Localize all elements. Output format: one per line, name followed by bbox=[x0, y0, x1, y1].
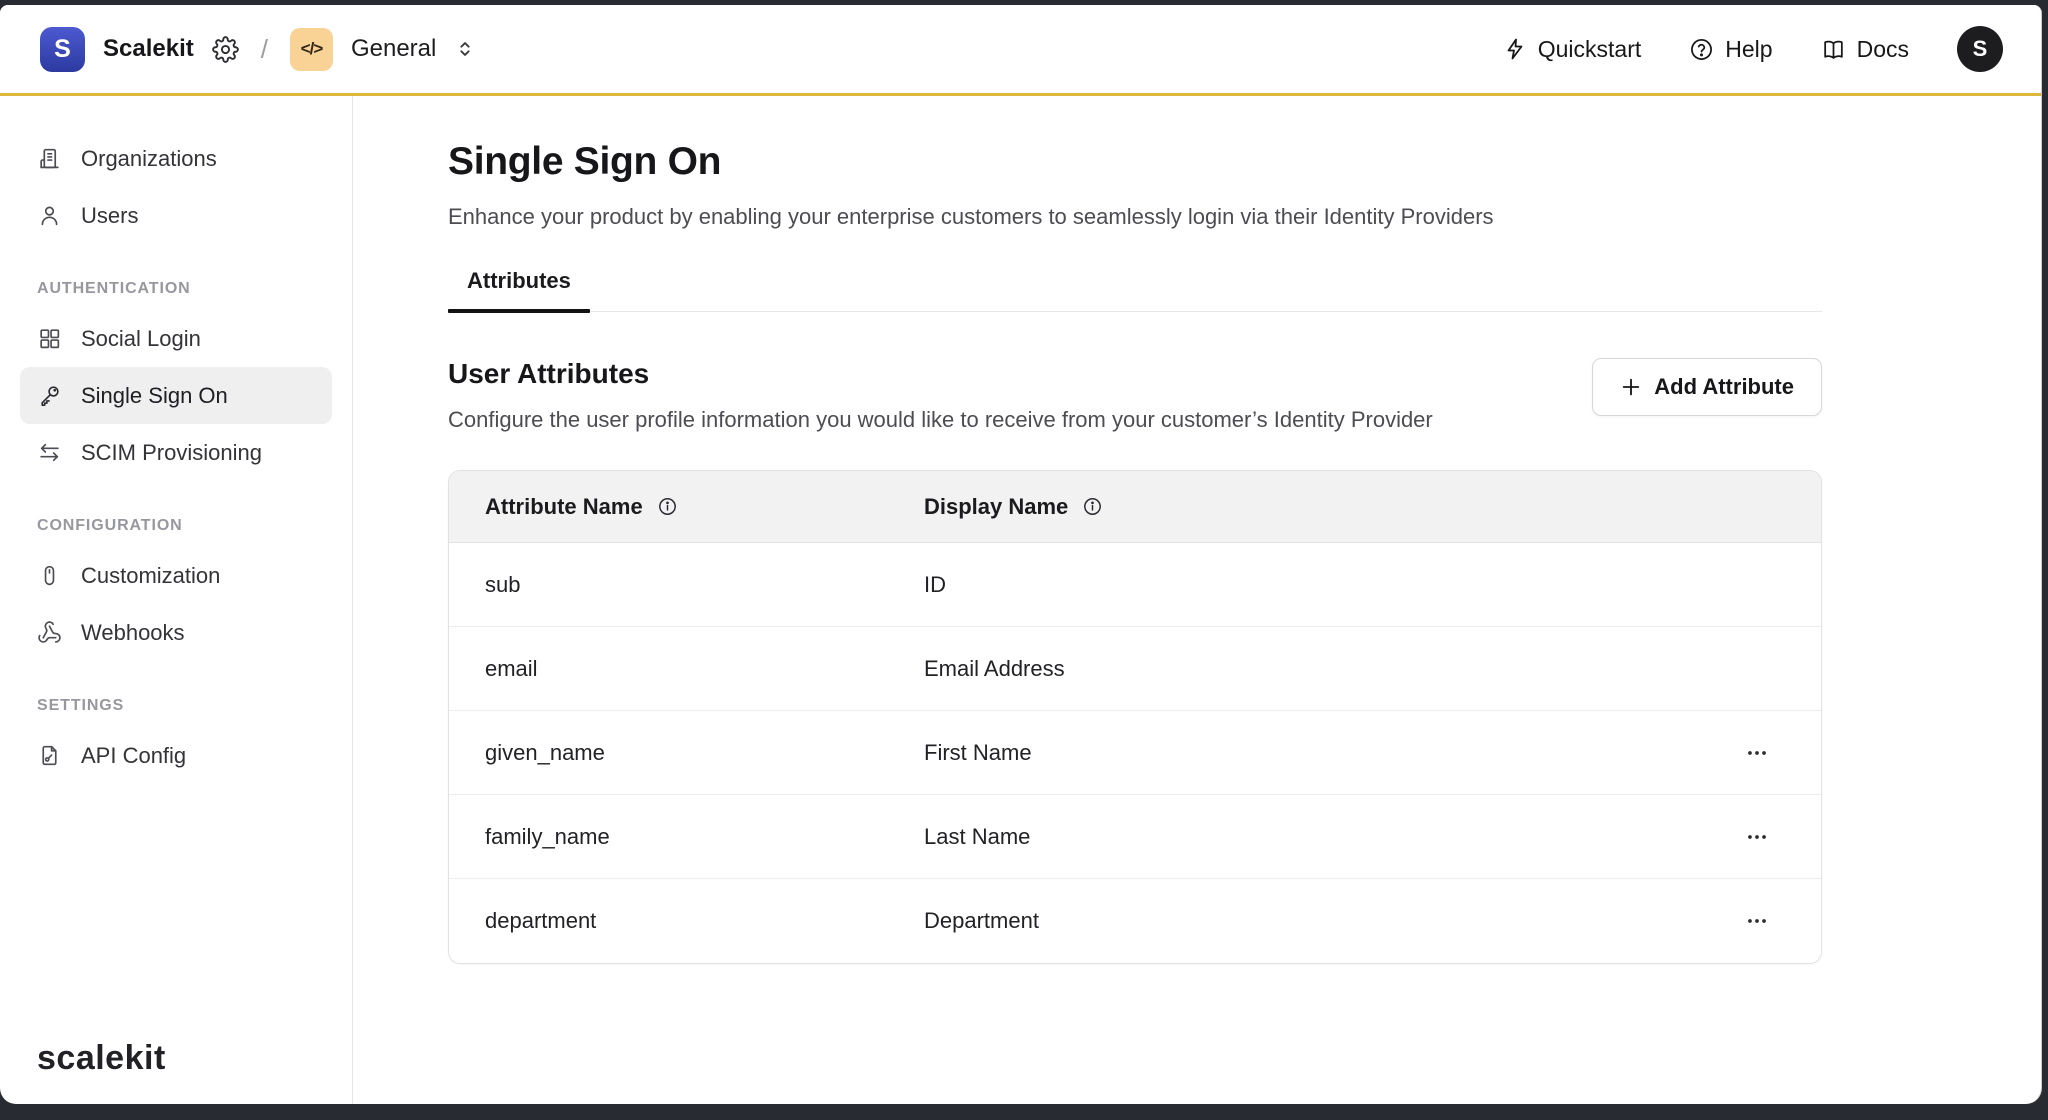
sidebar-item-label: Single Sign On bbox=[81, 382, 228, 408]
user-attributes-description: Configure the user profile information you would like to receive from your customer’s Identity Provider bbox=[448, 407, 1433, 432]
attribute-name-cell: sub bbox=[485, 571, 521, 597]
sidebar-item-label: SCIM Provisioning bbox=[81, 439, 262, 465]
table-row bbox=[449, 627, 1821, 711]
row-actions-menu-button[interactable] bbox=[1736, 900, 1778, 942]
key-icon bbox=[37, 383, 62, 408]
sidebar-item-label: Customization bbox=[81, 562, 221, 588]
sidebar-section-configuration: CONFIGURATION bbox=[37, 517, 183, 534]
sidebar-item-label: Organizations bbox=[81, 145, 217, 171]
sidebar-item-single-sign-on[interactable] bbox=[20, 367, 332, 424]
display-name-cell: ID bbox=[924, 571, 946, 597]
tab-bar bbox=[448, 268, 1822, 312]
breadcrumb-separator: / bbox=[260, 33, 268, 64]
docs-label: Docs bbox=[1856, 35, 1909, 62]
sidebar-item-api-config[interactable] bbox=[20, 727, 332, 784]
transfer-arrows-icon bbox=[37, 440, 62, 465]
table-row bbox=[449, 711, 1821, 795]
sidebar-item-scim-provisioning[interactable] bbox=[20, 424, 332, 481]
add-attribute-label: Add Attribute bbox=[1654, 374, 1794, 399]
webhook-icon bbox=[37, 620, 62, 645]
sidebar-item-social-login[interactable] bbox=[20, 310, 332, 367]
sidebar-item-label: Webhooks bbox=[81, 619, 185, 645]
environment-name: General bbox=[350, 35, 437, 62]
sidebar-item-organizations[interactable] bbox=[20, 130, 332, 187]
header-actions bbox=[1503, 26, 2003, 72]
help-circle-icon bbox=[1689, 37, 1714, 62]
attributes-table bbox=[448, 470, 1822, 964]
sidebar-item-webhooks[interactable] bbox=[20, 604, 332, 661]
workspace-name: Scalekit bbox=[103, 35, 194, 62]
scalekit-wordmark: scalekit bbox=[37, 1039, 166, 1077]
sidebar-item-users[interactable] bbox=[20, 187, 332, 244]
table-row bbox=[449, 795, 1821, 879]
environment-switcher-chevrons-icon[interactable] bbox=[454, 38, 476, 60]
workspace-breadcrumb bbox=[40, 27, 476, 72]
sidebar bbox=[0, 96, 353, 1104]
display-name-cell: Department bbox=[924, 908, 1039, 933]
table-row bbox=[449, 543, 1821, 627]
mouse-icon bbox=[37, 563, 62, 588]
sidebar-item-label: Social Login bbox=[81, 325, 201, 351]
main-content bbox=[353, 96, 2041, 1104]
table-header-row bbox=[449, 471, 1821, 543]
plus-icon bbox=[1620, 376, 1642, 398]
environment-code-badge: </> bbox=[290, 28, 333, 71]
sidebar-section-settings: SETTINGS bbox=[37, 697, 125, 714]
file-key-icon bbox=[37, 743, 62, 768]
top-header bbox=[0, 5, 2041, 96]
docs-link[interactable] bbox=[1821, 36, 1909, 63]
row-actions-menu-button[interactable] bbox=[1736, 816, 1778, 858]
quickstart-link[interactable] bbox=[1503, 36, 1642, 63]
user-avatar[interactable]: S bbox=[1957, 26, 2003, 72]
attribute-name-cell: given_name bbox=[485, 739, 605, 765]
tab-attributes[interactable]: Attributes bbox=[448, 268, 590, 311]
book-icon bbox=[1821, 37, 1846, 62]
page-title: Single Sign On bbox=[448, 140, 722, 183]
display-name-cell: First Name bbox=[924, 739, 1032, 765]
add-attribute-button[interactable] bbox=[1592, 358, 1822, 416]
attribute-name-cell: email bbox=[485, 655, 538, 681]
scalekit-logo[interactable]: S bbox=[40, 27, 85, 72]
sidebar-item-label: API Config bbox=[81, 742, 187, 768]
help-label: Help bbox=[1725, 35, 1773, 62]
display-name-cell: Email Address bbox=[924, 655, 1065, 681]
app-window bbox=[0, 5, 2042, 1104]
table-row bbox=[449, 879, 1821, 963]
workspace-settings-gear-icon[interactable] bbox=[212, 36, 239, 63]
quickstart-label: Quickstart bbox=[1537, 35, 1642, 62]
grid-icon bbox=[37, 326, 62, 351]
building-icon bbox=[37, 146, 62, 171]
sidebar-item-customization[interactable] bbox=[20, 547, 332, 604]
column-header-display-name: Display Name bbox=[924, 493, 1069, 519]
user-attributes-heading: User Attributes bbox=[448, 358, 650, 389]
sidebar-section-authentication: AUTHENTICATION bbox=[37, 280, 191, 297]
attribute-name-cell: family_name bbox=[485, 823, 610, 849]
column-header-attribute-name: Attribute Name bbox=[485, 493, 643, 519]
page-subtitle: Enhance your product by enabling your enterprise customers to seamlessly login via their Identity Providers bbox=[448, 204, 1494, 229]
sidebar-item-label: Users bbox=[81, 202, 139, 228]
user-icon bbox=[37, 203, 62, 228]
display-name-cell: Last Name bbox=[924, 823, 1031, 849]
lightning-icon bbox=[1503, 37, 1527, 61]
help-link[interactable] bbox=[1689, 36, 1772, 63]
info-icon[interactable] bbox=[657, 496, 678, 517]
row-actions-menu-button[interactable] bbox=[1736, 732, 1778, 774]
attribute-name-cell: department bbox=[485, 908, 597, 933]
info-icon[interactable] bbox=[1082, 496, 1103, 517]
